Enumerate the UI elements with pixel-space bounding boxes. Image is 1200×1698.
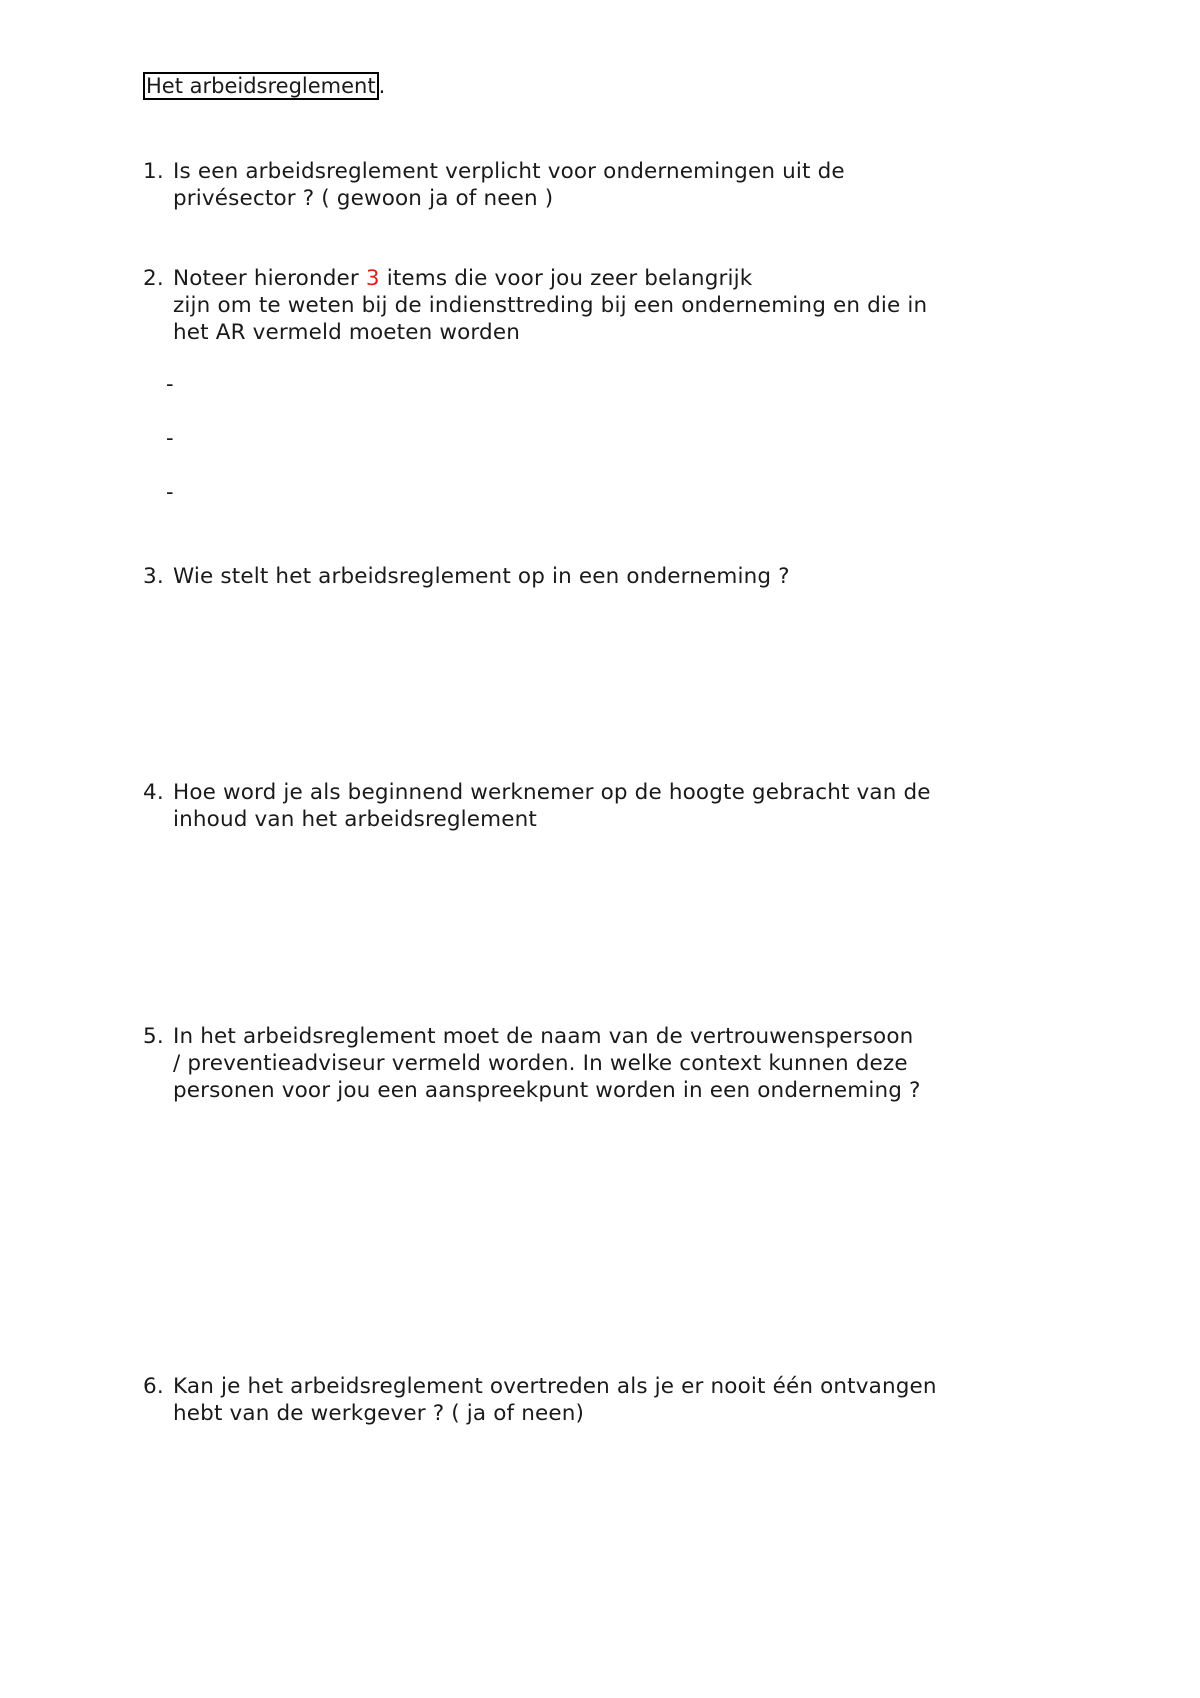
- document-title-suffix: .: [378, 74, 386, 98]
- question-4-line-1: [143, 779, 931, 806]
- question-2-number: 2.: [143, 266, 164, 291]
- document-title: Het arbeidsreglement: [143, 72, 379, 100]
- question-4-text: Hoe word je als beginnend werknemer op de hoogte gebracht van de: [173, 780, 931, 805]
- question-2-line-1: [143, 265, 927, 292]
- question-4: [143, 779, 931, 833]
- question-2-highlight-count: 3: [365, 266, 380, 291]
- question-5-text: In het arbeidsreglement moet de naam van de vertrouwenspersoon: [173, 1024, 914, 1049]
- question-3-text: Wie stelt het arbeidsreglement op in een onderneming ?: [173, 564, 790, 589]
- question-4-number: 4.: [143, 780, 164, 805]
- question-6-line-1: [143, 1373, 937, 1400]
- answer-bullet-3: -: [166, 480, 174, 504]
- question-5-line-2: / preventieadviseur vermeld worden. In welke context kunnen deze: [173, 1051, 908, 1076]
- question-1-number: 1.: [143, 159, 164, 184]
- answer-bullet-1: -: [166, 372, 174, 396]
- question-5-line-1: [143, 1023, 921, 1050]
- question-2-line-3: het AR vermeld moeten worden: [173, 320, 520, 345]
- question-3-number: 3.: [143, 564, 164, 589]
- question-4-line-2: inhoud van het arbeidsreglement: [173, 807, 537, 832]
- question-1-line-1: [143, 158, 845, 185]
- question-1-line-2: privésector ? ( gewoon ja of neen ): [173, 186, 554, 211]
- question-2: [143, 265, 927, 346]
- question-2-text-end: items die voor jou zeer belangrijk: [379, 266, 753, 291]
- question-6-text: Kan je het arbeidsreglement overtreden als je er nooit één ontvangen: [173, 1374, 937, 1399]
- document-title-block: [143, 72, 385, 100]
- question-2-text-start: Noteer hieronder: [173, 266, 366, 291]
- answer-bullet-2: -: [166, 426, 174, 450]
- question-2-line-2: zijn om te weten bij de indiensttreding bij een onderneming en die in: [173, 293, 928, 318]
- question-6-line-2: hebt van de werkgever ? ( ja of neen): [173, 1401, 585, 1426]
- question-5: [143, 1023, 921, 1104]
- question-1: [143, 158, 845, 212]
- question-5-number: 5.: [143, 1024, 164, 1049]
- question-3-line-1: [143, 563, 790, 590]
- question-5-line-3: personen voor jou een aanspreekpunt worden in een onderneming ?: [173, 1078, 921, 1103]
- question-6-number: 6.: [143, 1374, 164, 1399]
- question-3: [143, 563, 790, 590]
- question-1-text: Is een arbeidsreglement verplicht voor ondernemingen uit de: [173, 159, 845, 184]
- question-6: [143, 1373, 937, 1427]
